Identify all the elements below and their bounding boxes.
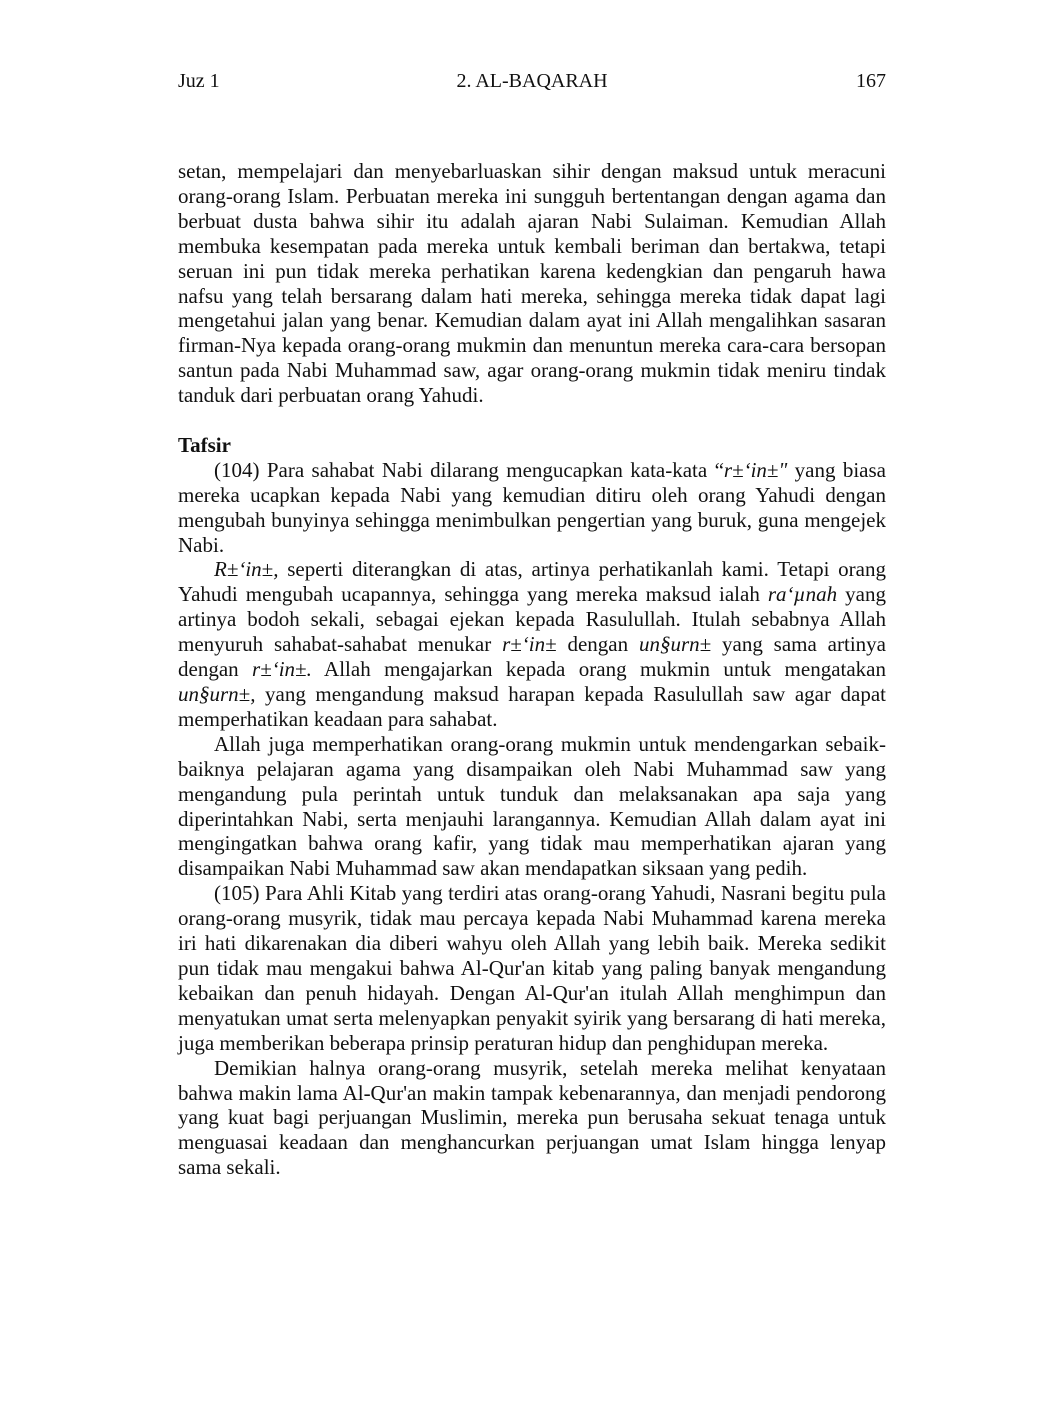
p2-term-3: r±‘in± [502, 632, 557, 657]
intro-paragraph: setan, mempelajari dan menyebarluaskan sihir dengan maksud untuk meracuni orang-orang Islam. Perbuatan mereka ini sungguh bertentangan dengan agama dan berbuat dusta bahwa sihir itu adalah ajaran Nabi Sulaiman. Kemudian Allah membuka kesempatan pada mereka untuk kembali beriman dan bertakwa, tetapi seruan ini pun tidak mereka perhatikan karena kedengkian dan pengaruh hawa nafsu yang telah bersarang dalam hati mereka, sehingga mereka tidak dapat lagi mengetahui jalan yang benar. Kemudian dalam ayat ini Allah mengalihkan sasaran firman-Nya kepada orang-orang mukmin dan menuntun mereka cara-cara bersopan santun pada Nabi Muhammad saw, agar orang-orang mukmin tidak meniru tindak tanduk dari perbuatan orang Yahudi. [178, 159, 886, 408]
tafsir-paragraph-mukmin: Allah juga memperhatikan orang-orang mukmin untuk mendengarkan sebaik-baiknya pelajaran agama yang disampaikan oleh Nabi Muhammad saw yang mengandung pula perintah untuk tunduk dan melaksanakan apa saja yang diperintahkan Nabi, serta menjauhi larangannya. Kemudian Allah dalam ayat ini mengingatkan bahwa orang kafir, yang tidak mau memperhatikan ajaran yang disampaikan Nabi Muhammad saw akan mendapatkan siksaan yang pedih. [178, 731, 886, 881]
p2-text-f: yang mengandung maksud harapan kepada Rasulullah saw agar dapat memperhatikan keadaan para sahabat. [178, 682, 886, 731]
page-body [178, 159, 886, 1180]
p2-text-a: seperti diterangkan di atas, artinya perhatikanlah kami. Tetapi orang Yahudi mengubah ucapannya, sehingga yang mereka maksud ialah [178, 557, 886, 607]
p2-term-2: ra‘µnah [767, 582, 838, 607]
p1-text-b: yang biasa mereka ucapkan kepada Nabi yang kemudian ditiru oleh orang Yahudi dengan mengubah bunyinya sehingga menimbulkan pengertian yang buruk, guna mengejek Nabi. [178, 457, 886, 557]
tafsir-paragraph-musyrik: Demikian halnya orang-orang musyrik, setelah mereka melihat kenyataan bahwa makin lama Al-Qur'an makin tampak kebenarannya, dan menjadi pendorong yang kuat bagi perjuangan Muslimin, mereka pun berusaha sekuat tenaga untuk menguasai keadaan dan menghancurkan perjuangan umat Islam hingga lenyap sama sekali. [178, 1055, 886, 1180]
page-number: 167 [856, 70, 886, 92]
chapter-title: 2. AL-BAQARAH [456, 70, 608, 92]
p2-term-6: un§urn±, [178, 682, 256, 707]
running-header [178, 70, 886, 100]
p2-text-c: dengan [556, 632, 639, 657]
section-heading-tafsir: Tafsir [178, 432, 231, 457]
p2-text-e: Allah mengajarkan kepada orang mukmin untuk mengatakan [311, 657, 886, 682]
juz-label: Juz 1 [178, 70, 220, 92]
p2-term-4: un§urn± [638, 632, 712, 657]
tafsir-paragraph-104 [178, 458, 886, 558]
p2-term-5: r±‘in±. [252, 657, 312, 682]
p2-text-d: yang sama artinya dengan [178, 632, 886, 682]
p2-term-1: R±‘in±, [214, 557, 279, 582]
tafsir-paragraph-raina [178, 557, 886, 731]
p1-text-a: (104) Para sahabat Nabi dilarang mengucapkan kata-kata “ [214, 457, 724, 482]
p1-term: r±‘in±" [723, 457, 788, 482]
p2-text-b: yang artinya bodoh sekali, sebagai ejekan kepada Rasulullah. Itulah sebabnya Allah menyuruh sahabat-sahabat menukar [178, 582, 886, 657]
tafsir-paragraph-105: (105) Para Ahli Kitab yang terdiri atas orang-orang Yahudi, Nasrani begitu pula orang-orang musyrik, tidak mau percaya kepada Nabi Muhammad karena mereka iri hati dikarenakan dia diberi wahyu oleh Allah yang lebih baik. Mereka sedikit pun tidak mau mengakui bahwa Al-Qur'an kitab yang paling banyak mengandung kebaikan dan penuh hidayah. Dengan Al-Qur'an itulah Allah menghimpun dan menyatukan umat serta melenyapkan penyakit syirik yang bersarang di hati mereka, juga memberikan beberapa prinsip peraturan hidup dan penghidupan mereka. [178, 881, 886, 1055]
